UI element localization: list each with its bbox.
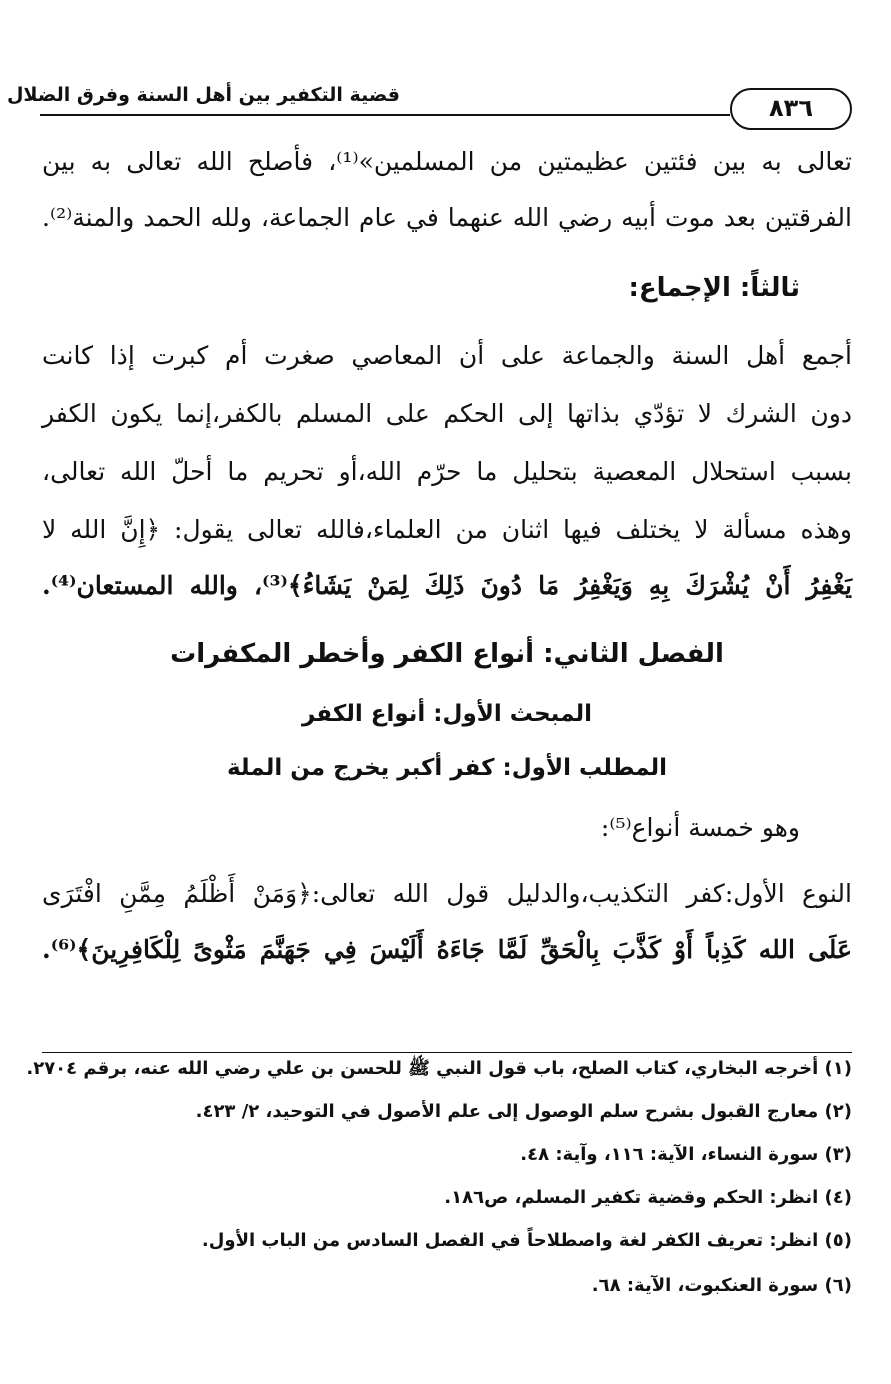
- footnote-2: (٢) معارج القبول بشرح سلم الوصول إلى علم الأصول في التوحيد، ٢/ ٤٢٣.: [195, 1101, 852, 1122]
- page-number: ٨٣٦: [730, 88, 852, 130]
- section-heading-ijma: ثالثاً: الإجماع:: [628, 273, 800, 303]
- footnote-rule: [42, 1052, 852, 1053]
- footnote-5: (٥) انظر: تعريف الكفر لغة واصطلاحاً في الفصل السادس من الباب الأول.: [201, 1230, 852, 1251]
- running-header: [6, 72, 852, 132]
- matlab-heading: المطلب الأول: كفر أكبر يخرج من الملة: [226, 755, 668, 781]
- running-header-title: قضية التكفير بين أهل السنة وفرق الضلال: [6, 84, 400, 106]
- mabhath-heading: المبحث الأول: أنواع الكفر: [301, 701, 593, 727]
- text-line-7: وهذه مسألة لا يختلف فيها اثنان من العلماء،فالله تعالى يقول: ﴿إِنَّ الله لا: [42, 515, 852, 544]
- text-line-4: أجمع أهل السنة والجماعة على أن المعاصي صغرت أم كبرت إذا كانت: [42, 341, 852, 370]
- text-line-6: بسبب استحلال المعصية بتحليل ما حرّم الله،أو تحريم ما أحلّ الله تعالى،: [42, 457, 852, 486]
- footnote-1: (١) أخرجه البخاري، كتاب الصلح، باب قول النبي ﷺ للحسن بن علي رضي الله عنه، برقم ٢٧٠٤.: [26, 1058, 852, 1079]
- text-line-type-one: النوع الأول:كفر التكذيب،والدليل قول الله تعالى:﴿وَمَنْ أَظْلَمُ مِمَّنِ افْتَرَى: [42, 879, 852, 908]
- text-line-5: دون الشرك لا تؤدّي بذاتها إلى الحكم على المسلم بالكفر،إنما يكون الكفر: [42, 399, 852, 428]
- quran-verse-line: يَغْفِرُ أَنْ يُشْرَكَ بِهِ وَيَغْفِرُ مَا دُونَ ذَلِكَ لِمَنْ يَشَاءُ﴾⁽³⁾، والله المستعان⁽⁴⁾.: [42, 571, 852, 600]
- text-line-2: الفرقتين بعد موت أبيه رضي الله عنهما في عام الجماعة، ولله الحمد والمنة⁽²⁾.: [42, 203, 852, 232]
- text-line-types: وهو خمسة أنواع⁽⁵⁾:: [600, 813, 800, 842]
- footnote-6: (٦) سورة العنكبوت، الآية: ٦٨.: [591, 1275, 852, 1296]
- header-rule: [40, 114, 730, 116]
- footnote-3: (٣) سورة النساء، الآية: ١١٦، وآية: ٤٨.: [520, 1144, 852, 1165]
- text-line-1: تعالى به بين فئتين عظيمتين من المسلمين»⁽¹⁾، فأصلح الله تعالى به بين: [42, 147, 852, 176]
- quran-verse-line-2: عَلَى الله كَذِباً أَوْ كَذَّبَ بِالْحَقِّ لَمَّا جَاءَهُ أَلَيْسَ فِي جَهَنَّمَ مَثْوىً لِلْكَافِرِينَ﴾⁽⁶⁾.: [42, 935, 852, 964]
- footnote-4: (٤) انظر: الحكم وقضية تكفير المسلم، ص١٨٦.: [444, 1187, 852, 1208]
- chapter-heading: الفصل الثاني: أنواع الكفر وأخطر المكفرات: [170, 639, 724, 669]
